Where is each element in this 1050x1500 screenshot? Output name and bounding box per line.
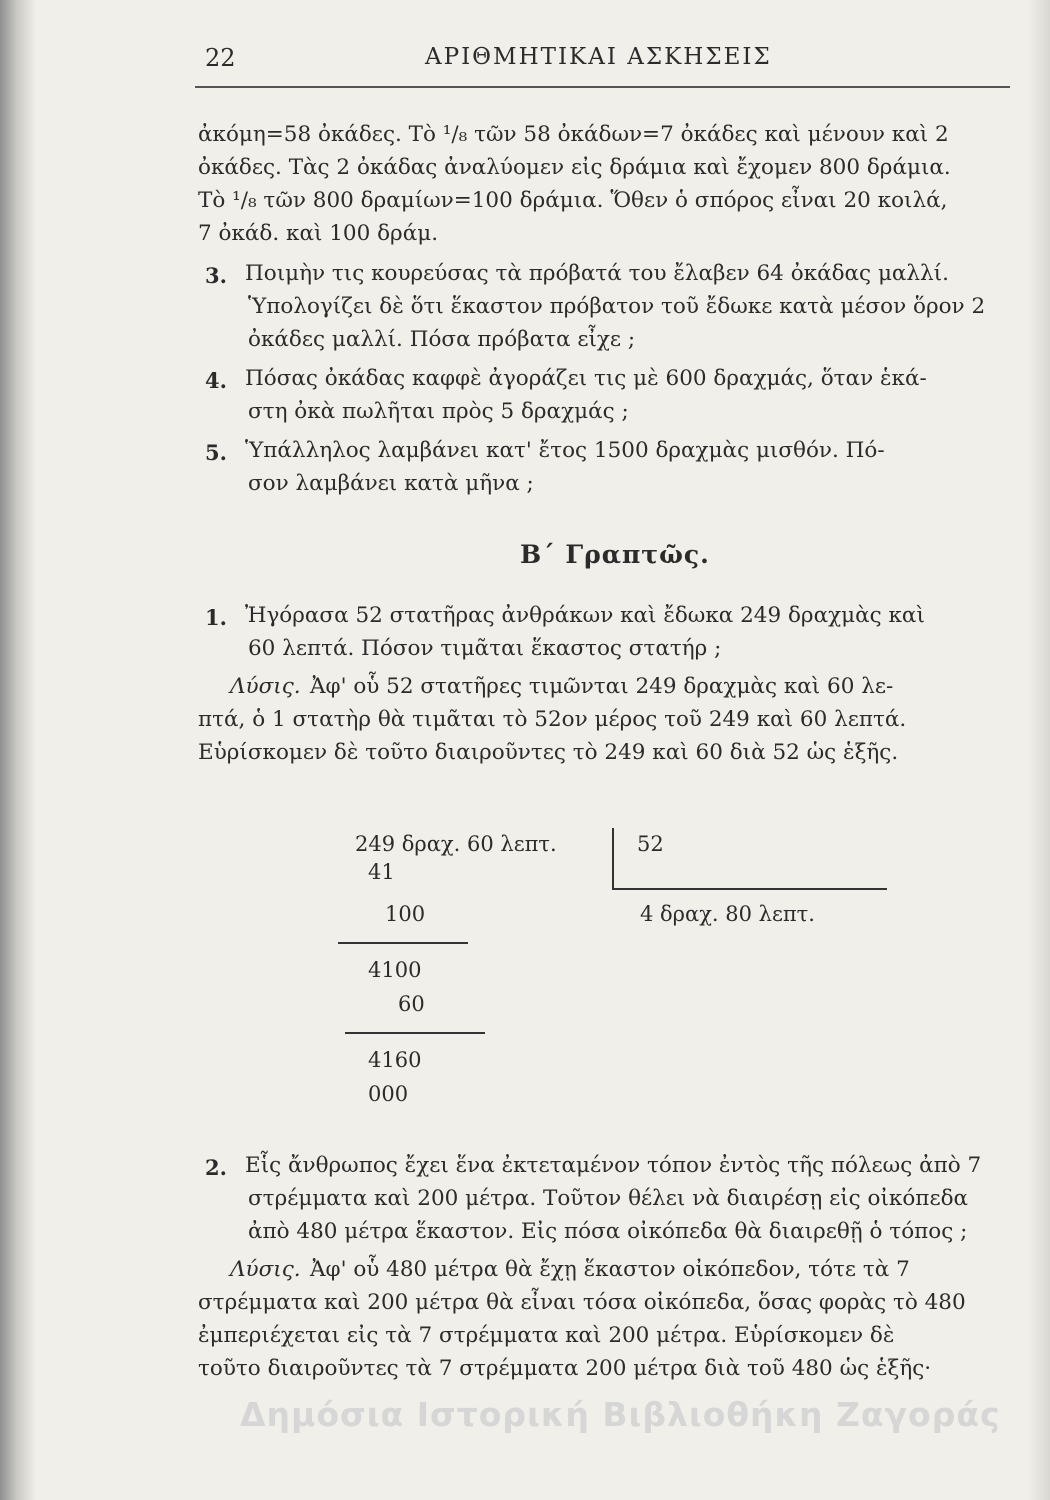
division-step: 100 [385, 902, 426, 926]
division-bar [612, 828, 614, 888]
text-line: τοῦτο διαιροῦντες τὰ 7 στρέμματα 200 μέτρα διὰ τοῦ 480 ὡς ἑξῆς· [198, 1356, 932, 1381]
division-step: 60 [398, 992, 425, 1016]
text-line: ὀκάδες μαλλί. Πόσα πρόβατα εἶχε ; [248, 327, 636, 352]
solution-label: Λύσις. [230, 674, 301, 699]
division-step: 4160 [368, 1048, 422, 1072]
division-line [345, 1032, 485, 1034]
page-edge [1028, 0, 1050, 1500]
division-step: 000 [368, 1082, 409, 1106]
text-line: Ποιμὴν τις κουρεύσας τὰ πρόβατά του ἔλαβεν 64 ὀκάδας μαλλί. [245, 261, 949, 286]
header-rule [195, 86, 1010, 88]
binding-shadow [0, 0, 36, 1500]
page-number: 22 [205, 44, 236, 72]
division-quotient: 4 δραχ. 80 λεπτ. [640, 902, 815, 926]
text-line: Ἀφ' οὗ 52 στατῆρες τιμῶνται 249 δραχμὰς καὶ 60 λε- [310, 674, 894, 699]
text-line: 60 λεπτά. Πόσον τιμᾶται ἕκαστος στατήρ ; [248, 636, 722, 661]
text-line: Ὑπάλληλος λαμβάνει κατ' ἔτος 1500 δραχμὰς μισθόν. Πό- [245, 438, 885, 463]
text-line: Εἷς ἄνθρωπος ἔχει ἕνα ἐκτεταμένον τόπον ἐντὸς τῆς πόλεως ἀπὸ 7 [245, 1153, 982, 1178]
text-line: Ὑπολογίζει δὲ ὅτι ἕκαστον πρόβατον τοῦ ἔδωκε κατὰ μέσον ὅρον 2 [248, 294, 986, 319]
page-header [205, 40, 1025, 80]
text-line: 7 ὀκάδ. καὶ 100 δράμ. [198, 221, 439, 246]
text-line: ἀκόμη=58 ὀκάδες. Τὸ ¹/₈ τῶν 58 ὀκάδων=7 ὀκάδες καὶ μένουν καὶ 2 [198, 122, 949, 147]
text-line: σον λαμβάνει κατὰ μῆνα ; [248, 471, 534, 496]
text-line: στη ὀκὰ πωλῆται πρὸς 5 δραχμάς ; [248, 399, 629, 424]
problem-number: 2. [205, 1155, 227, 1180]
text-line: Ἀφ' οὗ 480 μέτρα θὰ ἔχῃ ἕκαστον οἰκόπεδον, τότε τὰ 7 [310, 1257, 910, 1282]
division-divisor: 52 [637, 832, 664, 856]
text-line: Εὑρίσκομεν δὲ τοῦτο διαιροῦντες τὸ 249 καὶ 60 διὰ 52 ὡς ἑξῆς. [198, 740, 899, 765]
solution-label: Λύσις. [230, 1257, 301, 1282]
text-line: Τὸ ¹/₈ τῶν 800 δραμίων=100 δράμια. Ὅθεν ὁ σπόρος εἶναι 20 κοιλά, [198, 188, 948, 213]
division-quotient-line [612, 888, 887, 890]
division-step: 41 [368, 860, 395, 884]
division-line [338, 942, 468, 944]
library-watermark: Δημόσια Ιστορική Βιβλιοθήκη Ζαγοράς [240, 1395, 1001, 1434]
text-line: πτά, ὁ 1 στατὴρ θὰ τιμᾶται τὸ 52ον μέρος τοῦ 249 καὶ 60 λεπτά. [198, 707, 907, 732]
problem-number: 4. [205, 368, 227, 393]
text-line: Ἠγόρασα 52 στατῆρας ἀνθράκων καὶ ἔδωκα 249 δραχμὰς καὶ [245, 603, 925, 628]
text-line: στρέμματα καὶ 200 μέτρα. Τοῦτον θέλει νὰ διαιρέσῃ εἰς οἰκόπεδα [248, 1186, 969, 1211]
text-line: στρέμματα καὶ 200 μέτρα θὰ εἶναι τόσα οἰκόπεδα, ὅσας φορὰς τὸ 480 [198, 1290, 966, 1315]
problem-number: 3. [205, 263, 227, 288]
text-line: ἀπὸ 480 μέτρα ἕκαστον. Εἰς πόσα οἰκόπεδα θὰ διαιρεθῇ ὁ τόπος ; [248, 1219, 968, 1244]
text-line: ὀκάδες. Τὰς 2 ὀκάδας ἀναλύομεν εἰς δράμια καὶ ἔχομεν 800 δράμια. [198, 155, 951, 180]
text-line: Πόσας ὀκάδας καφφὲ ἀγοράζει τις μὲ 600 δραχμάς, ὅταν ἑκά- [245, 366, 927, 391]
problem-number: 5. [205, 440, 227, 465]
running-title: ΑΡΙΘΜΗΤΙΚΑΙ ΑΣΚΗΣΕΙΣ [425, 44, 772, 70]
text-line: ἐμπεριέχεται εἰς τὰ 7 στρέμματα καὶ 200 μέτρα. Εὑρίσκομεν δὲ [198, 1323, 895, 1348]
problem-number: 1. [205, 605, 227, 630]
section-title: Β΄ Γραπτῶς. [520, 540, 710, 569]
division-step: 4100 [368, 958, 422, 982]
division-dividend: 249 δραχ. 60 λεπτ. [355, 832, 557, 856]
